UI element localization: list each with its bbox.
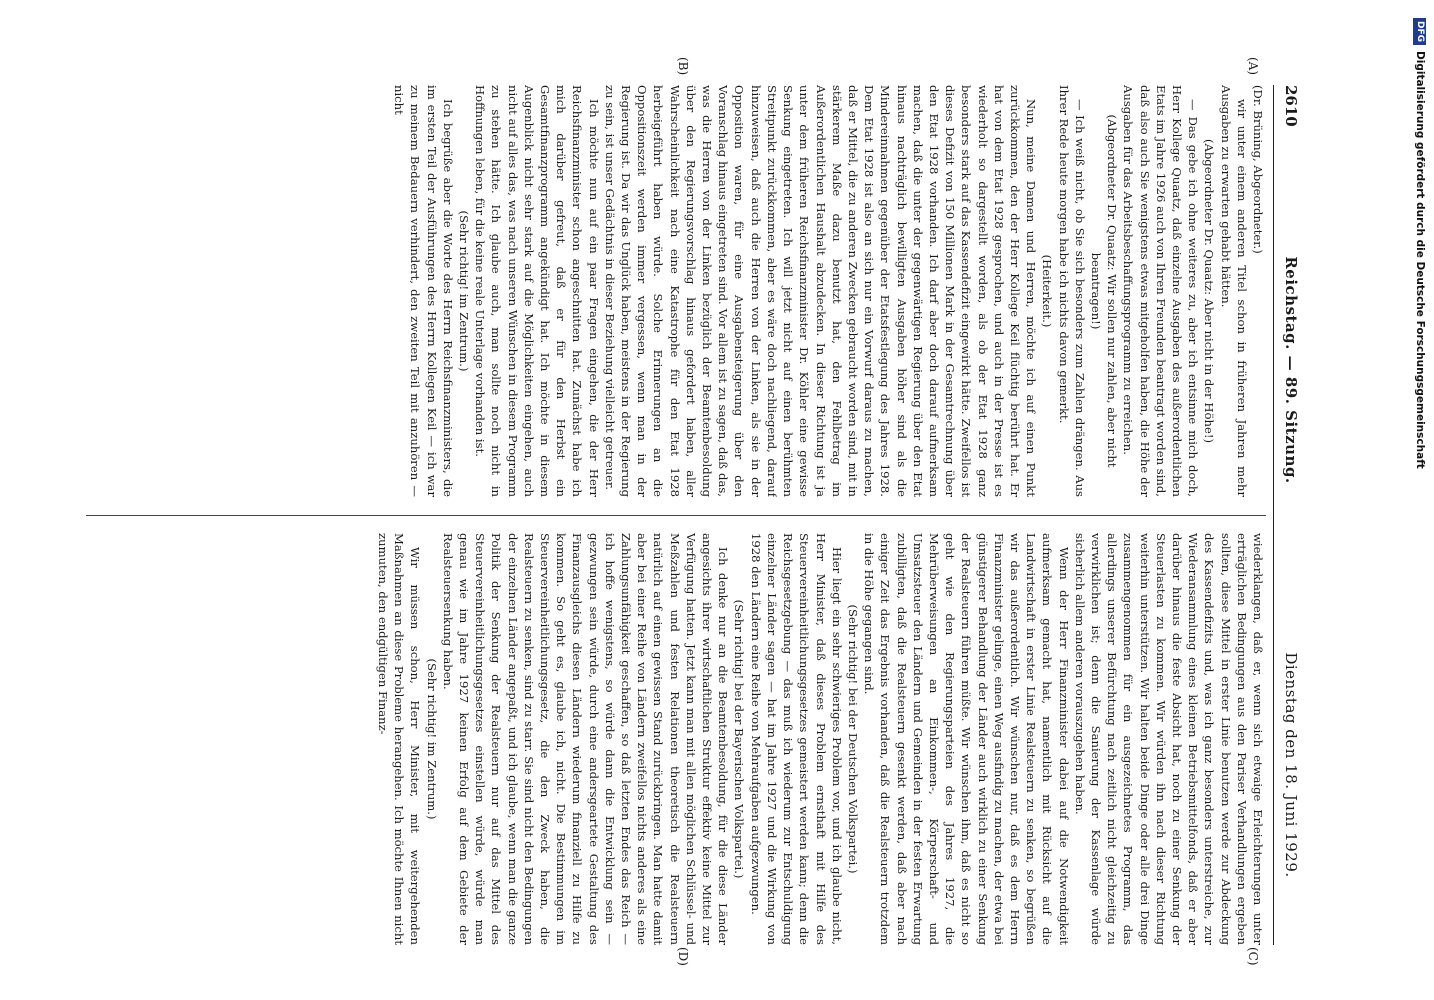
sidebar-credit: [1408, 10, 1432, 998]
interjection: (Sehr richtig! bei der Deutschen Volkspartei.): [845, 604, 860, 874]
paragraph: Ich begrüße aber die Worte des Herrn Reichsfinanzministers, die im ersten Teil der Ausführungen des Herrn Kollegen Keil — ich war zu meinem Bedauern verhindert, den zweiten Teil mit anzuhören — nicht: [392, 85, 455, 497]
interjection: (Abgeordneter Dr. Quaatz: Wir sollen nur zahlen, aber nicht beantragen!): [1088, 114, 1120, 468]
paragraph: wir unter einem anderen Titel schon in früheren Jahren mehr Ausgaben zu erwarten gehabt hätten.: [1218, 85, 1249, 497]
interjection: (Abgeordneter Dr. Quaatz: Aber nicht in der Höhe!): [1202, 138, 1217, 444]
interjection: (Heiterkeit.): [1040, 254, 1055, 328]
interjection: (Sehr richtig! im Zentrum.): [424, 658, 439, 820]
margin-mark-b: (B): [676, 57, 690, 76]
paragraph: Wenn der Herr Finanzminister dabei auf die Notwendigkeit aufmerksam gemacht hat, namentlich mit Rücksicht auf die Landwirtschaft in erster Linie Realsteuern zu senken, so begrüßen wir das außerordentlich. Wir wünschen nur, daß es dem Herrn Finanzminister gelinge, einen Weg ausfindig zu machen, der etwa bei günstigerer Behandlung der Länder auch wirklich zu einer Senkung der Realsteuern führen müßte. Wir wünschen ihm, daß es nicht so geht wie den Regierungsparteien des Jahres 1927, die Mehrüberweisungen an Einkommen-, Körperschaft- und Umsatzsteuer den Ländern und Gemeinden in der festen Erwartung zubilligten, daß die Realsteuern gesenkt werden, daß aber nach einiger Zeit das Ergebnis vorhanden, daß die Realsteuern trotzdem in die Höhe gegangen sind.: [862, 533, 1071, 945]
funding-credit: Digitalisierung gefördert durch die Deutsche Forschungsgemeinschaft: [1414, 51, 1426, 469]
paragraph: Nun, meine Damen und Herren, möchte ich auf einen Punkt zurückkommen, den der Herr Kollege Keil flüchtig berührt hat. Er hat von dem Etat 1928 gesprochen, und auch in der Presse ist es wiederholt so dargestellt worden, als ob der Etat 1928 ganz besonders stark auf das Kassendefizit eingewirkt hätte. Zweifellos ist dieses Defizit von 150 Millionen Mark in der Gesamtrechnung über den Etat 1928 vorhanden. Ich darf aber doch darauf aufmerksam machen, daß die unter der gegenwärtigen Regierung über den Etat hinaus nachträglich bewilligten Ausgaben höher sind als die Mindereinnahmen gegenüber der Etatsfestlegung des Jahres 1928. Dem Etat 1928 ist also an sich nur ein Vorwurf daraus zu machen, daß er Mittel, die zu anderen Zwecken gebraucht worden sind, mit in stärkerem Maße dazu benutzt hat, den Fehlbetrag im Außerordentlichen Haushalt abzudecken. In dieser Richtung ist ja unter dem früheren Reichsfinanzminister Dr. Köhler eine gewisse Senkung eingetreten. Ich will jetzt nicht auf einen berühmten Streitpunkt zurückkommen, aber es wäre doch nachliegend, darauf hinzuweisen, daß auch die Herren von der Linken, als sie in der Opposition waren, für eine Ausgabensteigerung über den Voranschlag hinaus eingetreten sind. Vor allem ist zu sagen, daß das, was die Herren von der Linken bezüglich der Beamtenbesoldung über den Regierungsvorschlag hinaus gefordert haben, aller Wahrscheinlichkeit nach eine Katastrophe für den Etat 1928 herbeigeführt haben würde. Solche Erinnerungen an die Oppositionszeit werden immer vergessen, wenn man in der Regierung ist. Da wir das Unglück haben, meistens in der Regierung zu sein, ist unser Gedächtnis in dieser Beziehung vielleicht getreuer.: [602, 85, 1039, 497]
header-rule: [1273, 85, 1274, 945]
dfg-logo: DFG: [1414, 18, 1427, 45]
left-column: [76, 85, 1266, 497]
rotated-page-content: [70, 57, 1300, 966]
page-number: 2610: [1282, 85, 1300, 127]
paragraph: Hier liegt ein sehr schwieriges Problem vor, und ich glaube nicht, Herr Minister, daß dieses Problem ernsthaft mit Hilfe des Steuervereinheitlichungsgesetzes gemeistert werden kann; denn die Reichsgesetzgebung — das muß ich wiederum zur Entschuldigung einzelner Länder sagen — hat im Jahre 1927 und die Wirkung von 1928 den Ländern eine Reihe von Mehraufgaben aufgezwungen.: [748, 533, 844, 945]
paragraph: wiederklangen, daß er, wenn sich etwaige Erleichterungen unter erträglichen Bedingungen aus den Pariser Verhandlungen ergeben sollten, diese Mittel in erster Linie benutzen werde zur Abdeckung des Kassendefizits und, was ich ganz besonders unterstreiche, zur Wiederansammlung eines kleinen Betriebsmittelfonds, daß er aber darüber hinaus die feste Absicht hat, noch zu einer Senkung der Steuerlasten zu kommen. Wir würden ihn nach dieser Richtung weiterhin unterstützen. Wir halten beide Dinge oder alle drei Dinge zusammengenommen für ein ausgezeichnetes Programm, das allerdings unserer Befürchtung nach zeitlich nicht gleichzeitig zu verwirklichen ist; denn die Sanierung der Kassenlage würde sicherlich allem anderen vorauszugehen haben.: [1072, 533, 1265, 945]
paragraph: — Das gebe ich ohne weiteres zu, aber ich entsinne mich doch, Herr Kollege Quaatz, daß einzelne Ausgaben des außerordentlichen Etats im Jahre 1926 auch von Ihren Freunden beantragt worden sind, daß also auch Sie wenigstens etwas mitgeholfen haben, die Höhe der Ausgaben für das Arbeitsbeschaffungsprogramm zu erreichen.: [1121, 85, 1201, 497]
interjection: (Sehr richtig! bei der Bayerischen Volkspartei.): [732, 599, 747, 879]
paragraph: Wir müssen schon, Herr Minister, mit weitergehenden Maßnahmen an diese Probleme herangehen. Ich möchte Ihnen nicht zumuten, den endgültigen Finanz-: [376, 533, 423, 945]
paragraph: — Ich weiß nicht, ob Sie sich besonders zum Zahlen drängen. Aus Ihrer Rede heute morgen habe ich nichts davon gemerkt.: [1056, 85, 1087, 497]
right-column: [76, 533, 1266, 945]
margin-mark-d: (D): [676, 947, 690, 966]
session-date: Dienstag den 18. Juni 1929.: [1282, 652, 1300, 878]
interjection: (Sehr richtig! im Zentrum.): [457, 210, 472, 372]
running-head: [1274, 85, 1300, 945]
paragraph: Ich denke nur an die Beamtenbesoldung, für die diese Länder angesichts ihrer wirtschaftlichen Struktur effektiv keine Mittel zur Verfügung hatten. Jetzt kann man mit allen möglichen Schlüssel- und Meßzahlen und festen Relationen theoretisch die Realsteuern natürlich auf einen gewissen Stand zurückbringen. Man hatte damit aber bei einer Reihe von Ländern zweifellos nichts anderes als eine Zahlungsunfähigkeit geschaffen, so daß letzten Endes das Reich — ich hoffe wenigstens, so würde dann die Entwicklung sein — gezwungen sein würde, durch eine andersgeartete Gestaltung des Finanzausgleichs diesen Ländern wiederum finanziell zu Hilfe zu kommen. So geht es, glaube ich, nicht. Die Bestimmungen im Steuervereinheitlichungsgesetz, die den Zweck haben, die Realsteuern zu senken, sind zu starr. Sie sind nicht den Bedingungen der einzelnen Länder angepaßt, und ich glaube, wenn man die ganze Politik der Senkung der Realsteuern nur auf das Mittel des Steuervereinheitlichungsgesetzes einstellen würde, würde man genau wie im Jahre 1927 keinen Erfolg auf dem Gebiete der Realsteuersenkung haben.: [440, 533, 731, 945]
margin-mark-a: (A): [1246, 57, 1260, 76]
paragraph: Ich möchte nun auf ein paar Fragen eingehen, die der Herr Reichsfinanzminister schon angeschnitten hat. Zunächst habe ich mich darüber gefreut, daß er für den Herbst ein Gesamtfinanzprogramm angekündigt hat. Ich möchte in diesem Augenblick nicht sehr stark auf die Möglichkeiten eingehen, auch nicht auf alles das, was nach unseren Wünschen in diesem Programm zu stehen hätte. Ich glaube auch, man sollte noch nicht in Hoffnungen leben, für die keine reale Unterlage vorhanden ist.: [473, 85, 601, 497]
margin-mark-c: (C): [1246, 947, 1260, 966]
section-title: Reichstag. — 89. Sitzung.: [1282, 256, 1300, 484]
column-rule: [86, 515, 1266, 516]
digitization-sidebar: [1408, 10, 1432, 1000]
paragraph: (Dr. Brüning, Abgeordneter.): [1251, 85, 1265, 254]
